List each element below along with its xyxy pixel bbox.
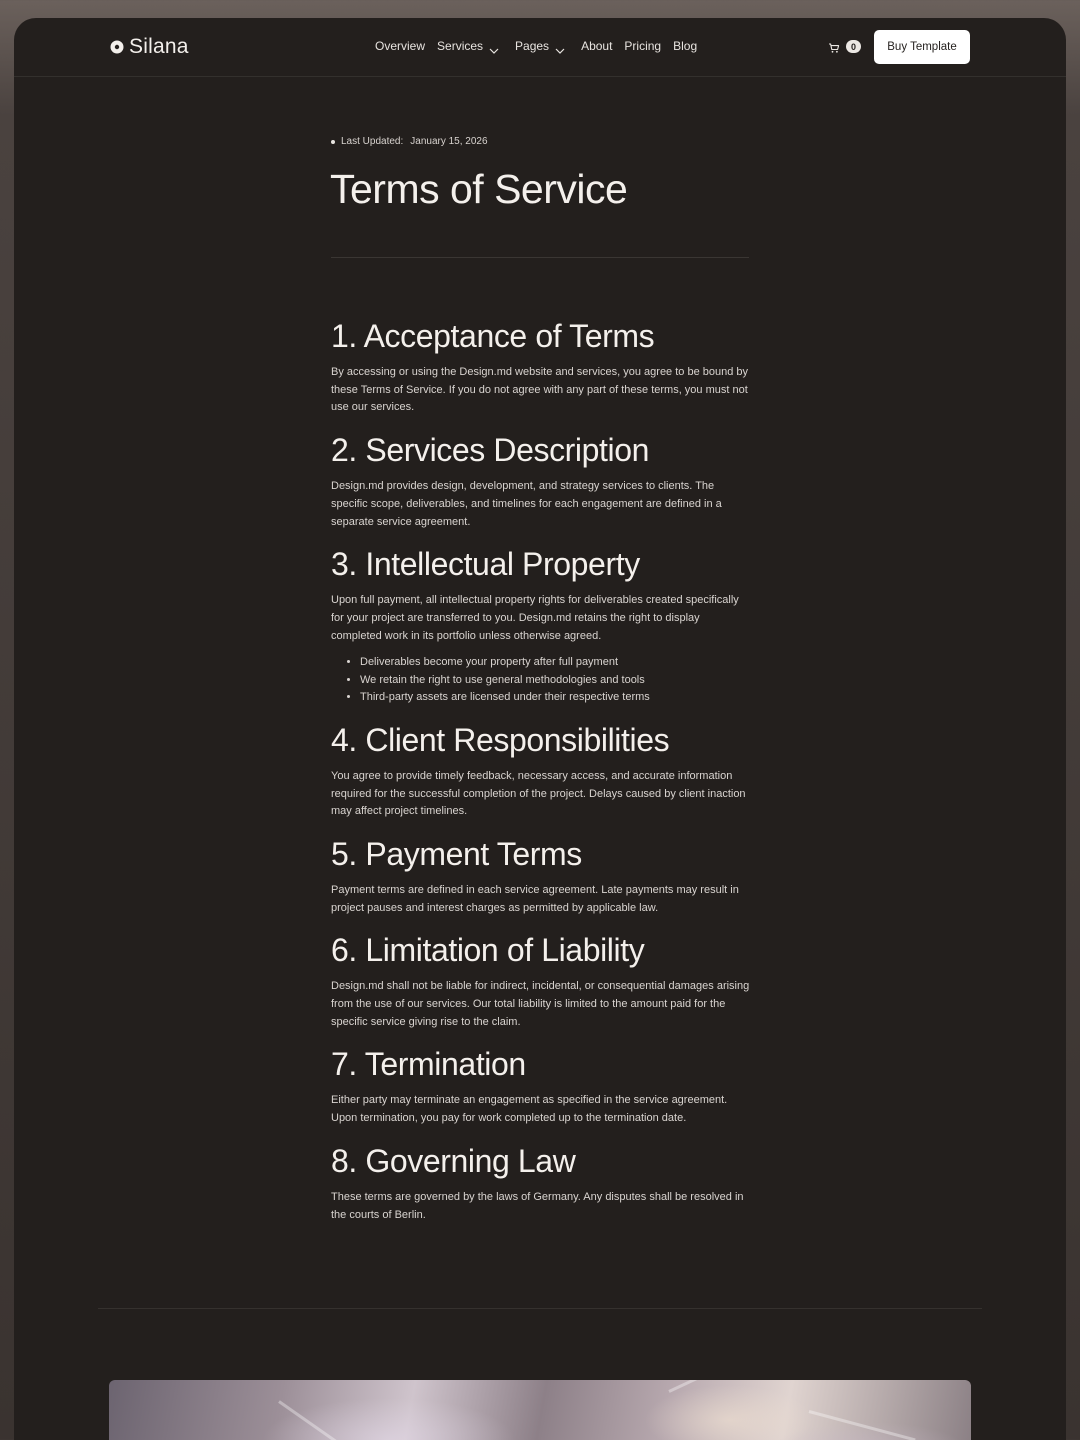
list-item: • Third-party assets are licensed under their respective terms bbox=[360, 689, 751, 707]
terms-section bbox=[331, 1140, 751, 1224]
terms-section bbox=[331, 719, 751, 821]
nav-item-pricing[interactable] bbox=[624, 39, 661, 53]
bullet-dot-icon bbox=[331, 140, 335, 144]
section-heading: 2. Services Description bbox=[331, 432, 650, 469]
terms-section bbox=[331, 1043, 751, 1127]
section-heading: 1. Acceptance of Terms bbox=[331, 318, 655, 354]
terms-section bbox=[331, 543, 751, 707]
page-title: Terms of Service bbox=[330, 166, 628, 212]
section-heading: 7. Termination bbox=[331, 1046, 526, 1083]
nav-item-services[interactable] bbox=[437, 39, 499, 53]
terms-section bbox=[331, 833, 751, 917]
brand-logo[interactable] bbox=[109, 35, 189, 59]
last-updated bbox=[331, 136, 488, 147]
list-item: • We retain the right to use general methodologies and tools bbox=[360, 672, 751, 690]
cart-count-badge: 0 bbox=[846, 40, 861, 53]
section-heading: 5. Payment Terms bbox=[331, 835, 582, 872]
section-body: Either party may terminate an engagement as specified in the service agreement. Upon termination, you pay for work completed up to the termination date. bbox=[331, 1094, 728, 1125]
terms-section bbox=[331, 429, 751, 531]
page-frame bbox=[14, 18, 1066, 1440]
terms-section bbox=[331, 929, 751, 1031]
nav-item-overview[interactable] bbox=[375, 39, 425, 53]
terms-section bbox=[331, 315, 751, 417]
nav-item-label: Pricing bbox=[624, 39, 662, 53]
last-updated-date: January 15, 2026 bbox=[410, 136, 488, 147]
section-body: Design.md shall not be liable for indirect, incidental, or consequential damages arising from the use of our services. Our total liability is limited to the amount paid for the specific service giving rise to the claim. bbox=[331, 980, 750, 1028]
section-heading: 8. Governing Law bbox=[331, 1142, 576, 1179]
section-body: You agree to provide timely feedback, necessary access, and accurate information required for the successful completion of the project. Delays caused by client inaction may affect project timelines. bbox=[331, 769, 746, 818]
last-updated-label: Last Updated: bbox=[341, 136, 404, 147]
section-body: Upon full payment, all intellectual property rights for deliverables created specifically for your project are transferred to you. Design.md retains the right to display completed work in its portfolio unless otherwise agreed. bbox=[331, 594, 739, 642]
site-header bbox=[14, 18, 1066, 77]
brand-name: Silana bbox=[129, 35, 189, 58]
nav-item-label: Services bbox=[437, 39, 484, 53]
nav-item-pages[interactable] bbox=[515, 39, 565, 53]
footer-hero-image bbox=[109, 1380, 971, 1440]
section-body: By accessing or using the Design.md website and services, you agree to be bound by these Terms of Service. If you do not agree with any part of these terms, you must not use our services. bbox=[331, 366, 749, 414]
section-heading: 4. Client Responsibilities bbox=[331, 721, 670, 758]
chevron-down-icon bbox=[489, 43, 499, 49]
nav-item-blog[interactable] bbox=[673, 39, 697, 53]
main-nav bbox=[375, 39, 709, 53]
cart-button[interactable] bbox=[828, 40, 861, 53]
title-divider bbox=[331, 257, 749, 258]
image-streak bbox=[278, 1400, 378, 1440]
image-streak bbox=[668, 1380, 751, 1393]
section-body: These terms are governed by the laws of Germany. Any disputes shall be resolved in the courts of Berlin. bbox=[331, 1190, 744, 1221]
section-body: Design.md provides design, development, and strategy services to clients. The specific scope, deliverables, and timelines for each engagement are defined in a separate service agreement. bbox=[331, 480, 722, 528]
swirl-logo-icon bbox=[109, 39, 125, 55]
image-streak bbox=[809, 1410, 916, 1440]
nav-item-about[interactable] bbox=[581, 39, 612, 53]
buy-template-button[interactable]: Buy Template bbox=[874, 30, 970, 64]
nav-item-label: Overview bbox=[375, 39, 426, 53]
terms-sections bbox=[331, 315, 751, 1236]
nav-item-label: About bbox=[581, 39, 613, 53]
list-item: • Deliverables become your property after full payment bbox=[360, 654, 751, 672]
section-bullet-list bbox=[331, 654, 751, 707]
nav-item-label: Pages bbox=[515, 39, 550, 53]
section-body: Payment terms are defined in each service agreement. Late payments may result in project pauses and interest charges as permitted by applicable law. bbox=[331, 883, 739, 914]
nav-item-label: Blog bbox=[673, 39, 698, 53]
chevron-down-icon bbox=[555, 43, 565, 49]
cart-icon bbox=[828, 41, 840, 53]
section-heading: 3. Intellectual Property bbox=[331, 546, 640, 583]
section-heading: 6. Limitation of Liability bbox=[331, 932, 645, 969]
footer-divider bbox=[98, 1308, 982, 1309]
